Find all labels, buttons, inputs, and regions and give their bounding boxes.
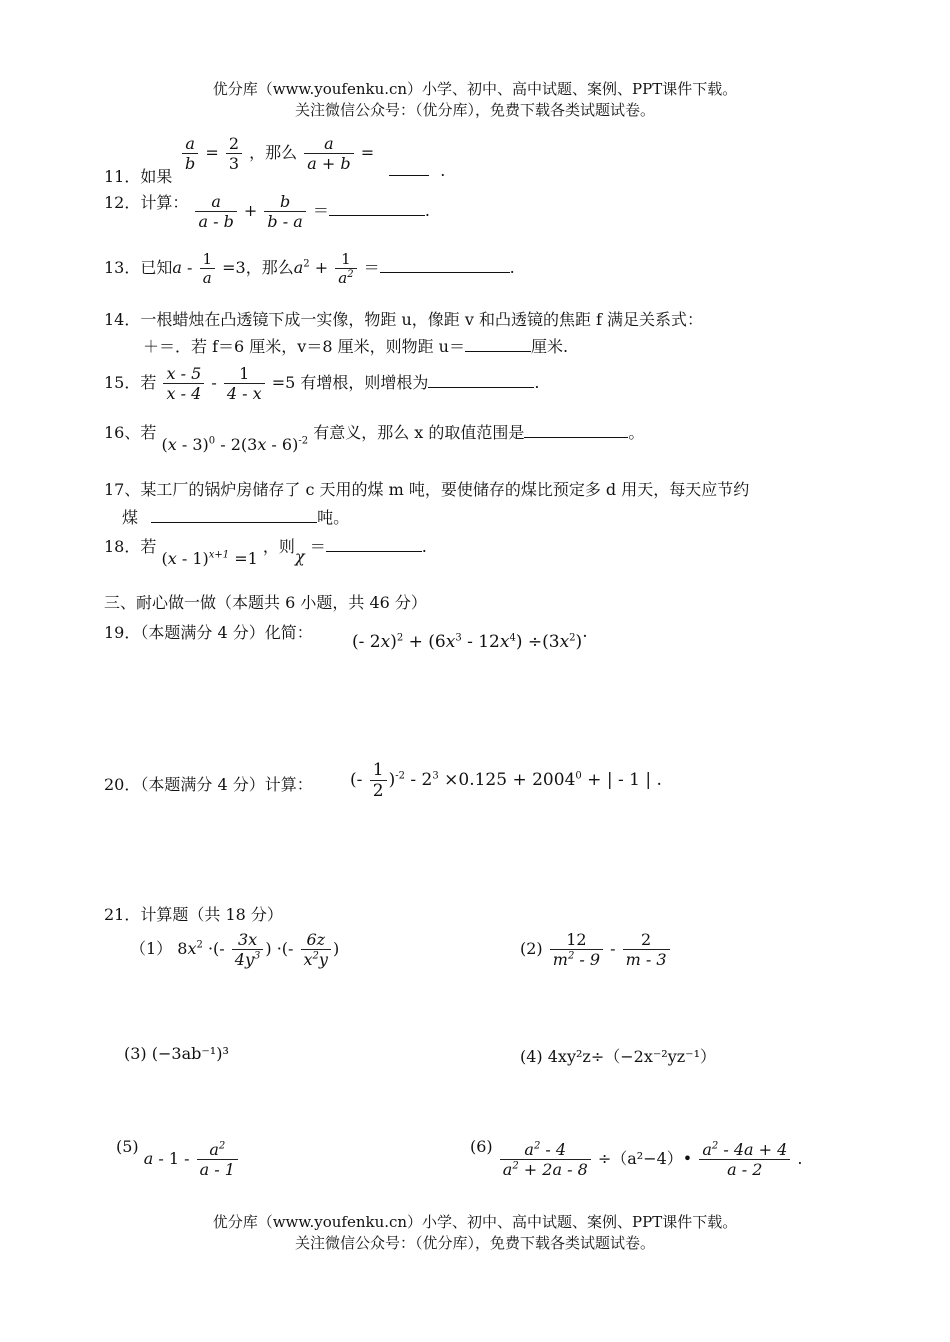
header-line-2: 关注微信公众号：（优分库），免费下载各类试题试卷。 bbox=[294, 101, 655, 119]
q21-part-3: (3) (−3ab⁻¹)³ bbox=[124, 1044, 229, 1063]
q12-blank bbox=[329, 201, 425, 216]
q11-then: ，那么 bbox=[249, 143, 298, 162]
q21-part-1: （1） $8x^2$ ·(- $\frac{3x}{4y^3}$ ) ·(- $\frac{6z}{x^2y}$ ) bbox=[130, 930, 340, 969]
q11-expression: $\frac{a}{b}$ = $\frac{2}{3}$ ，那么 $\frac{a}{a + b}$ = . bbox=[180, 134, 445, 173]
question-20-label: 20．（本题满分 4 分）计算： bbox=[104, 775, 313, 794]
question-16: 16、若 (x - 3)$^0$ - 2(3x - 6)$^{-2}$ 有意义，那么 x 的取值范围是 。 bbox=[104, 423, 645, 454]
q14-blank bbox=[465, 337, 531, 352]
q18-blank bbox=[326, 537, 422, 552]
q21-part-4: (4) 4xy²z÷（−2x⁻²yz⁻¹） bbox=[520, 1047, 717, 1066]
q21-part-2: (2) $\frac{12}{m^2 - 9}$ - $\frac{2}{m - 3}$ bbox=[520, 930, 672, 969]
q21-part-5: (5) a - 1 - $\frac{a^2}{a - 1}$ bbox=[116, 1140, 240, 1179]
footer-line-1: 优分库（www.youfenku.cn）小学、初中、高中试题、案例、PPT课件下载。 bbox=[212, 1213, 738, 1231]
question-19-label: 19．（本题满分 4 分）化简： bbox=[104, 623, 313, 642]
question-15: 15．若 $\frac{x - 5}{x - 4}$ - $\frac{1}{4 - x}$ =5 有增根，则增根为 . bbox=[104, 364, 540, 403]
q20-expression: (- $\frac{1}{2}$ )$^{-2} - 2^3 \times 0.125 + 2004^0$ + | - 1 | . bbox=[350, 760, 662, 801]
question-17-line-1: 17、某工厂的锅炉房储存了 c 天用的煤 m 吨，要使储存的煤比预定多 d 用天，每天应节约 bbox=[104, 480, 750, 499]
footer-line-2: 关注微信公众号：（优分库），免费下载各类试题试卷。 bbox=[294, 1234, 655, 1252]
q19-expression: (- $2x)^2 + (6x^3 - 12x^4) \div(3x^2)$. bbox=[352, 622, 588, 652]
section-3-heading: 三、耐心做一做（本题共 6 小题，共 46 分） bbox=[104, 593, 427, 612]
header-line-1: 优分库（www.youfenku.cn）小学、初中、高中试题、案例、PPT课件下载。 bbox=[212, 80, 738, 98]
question-18: 18．若 (x - 1)$^{x+1}$ =1 ，则χ ＝ . bbox=[104, 537, 427, 568]
question-21-label: 21．计算题（共 18 分） bbox=[104, 905, 283, 924]
question-12: 12．计算： $\frac{a}{a - b}$ + $\frac{b}{b - a}$ ＝ . bbox=[104, 192, 430, 231]
question-14-line-2: ＋＝．若 f＝6 厘米，v＝8 厘米，则物距 u＝ 厘米. bbox=[143, 337, 569, 356]
q15-blank bbox=[428, 373, 534, 388]
question-11 bbox=[104, 134, 172, 187]
q21-part-6: (6) $\frac{a^2 - 4}{a^2 + 2a - 8}$ ÷（a²−4）• $\frac{a^2 - 4a + 4}{a - 2}$ . bbox=[470, 1137, 803, 1179]
question-13: 13．已知a - $\frac{1}{a}$ =3，那么$a^2$ + $\frac{1}{a^2}$ ＝ . bbox=[104, 250, 515, 287]
q16-blank bbox=[524, 423, 628, 438]
q11-blank bbox=[389, 161, 429, 176]
q11-label: 11．如果 bbox=[104, 167, 173, 186]
question-17-line-2: 煤 吨。 bbox=[122, 508, 350, 527]
question-14-line-1: 14．一根蜡烛在凸透镜下成一实像，物距 u，像距 v 和凸透镜的焦距 f 满足关系式： bbox=[104, 310, 704, 329]
q17-blank bbox=[151, 508, 317, 523]
q13-blank bbox=[380, 258, 510, 273]
